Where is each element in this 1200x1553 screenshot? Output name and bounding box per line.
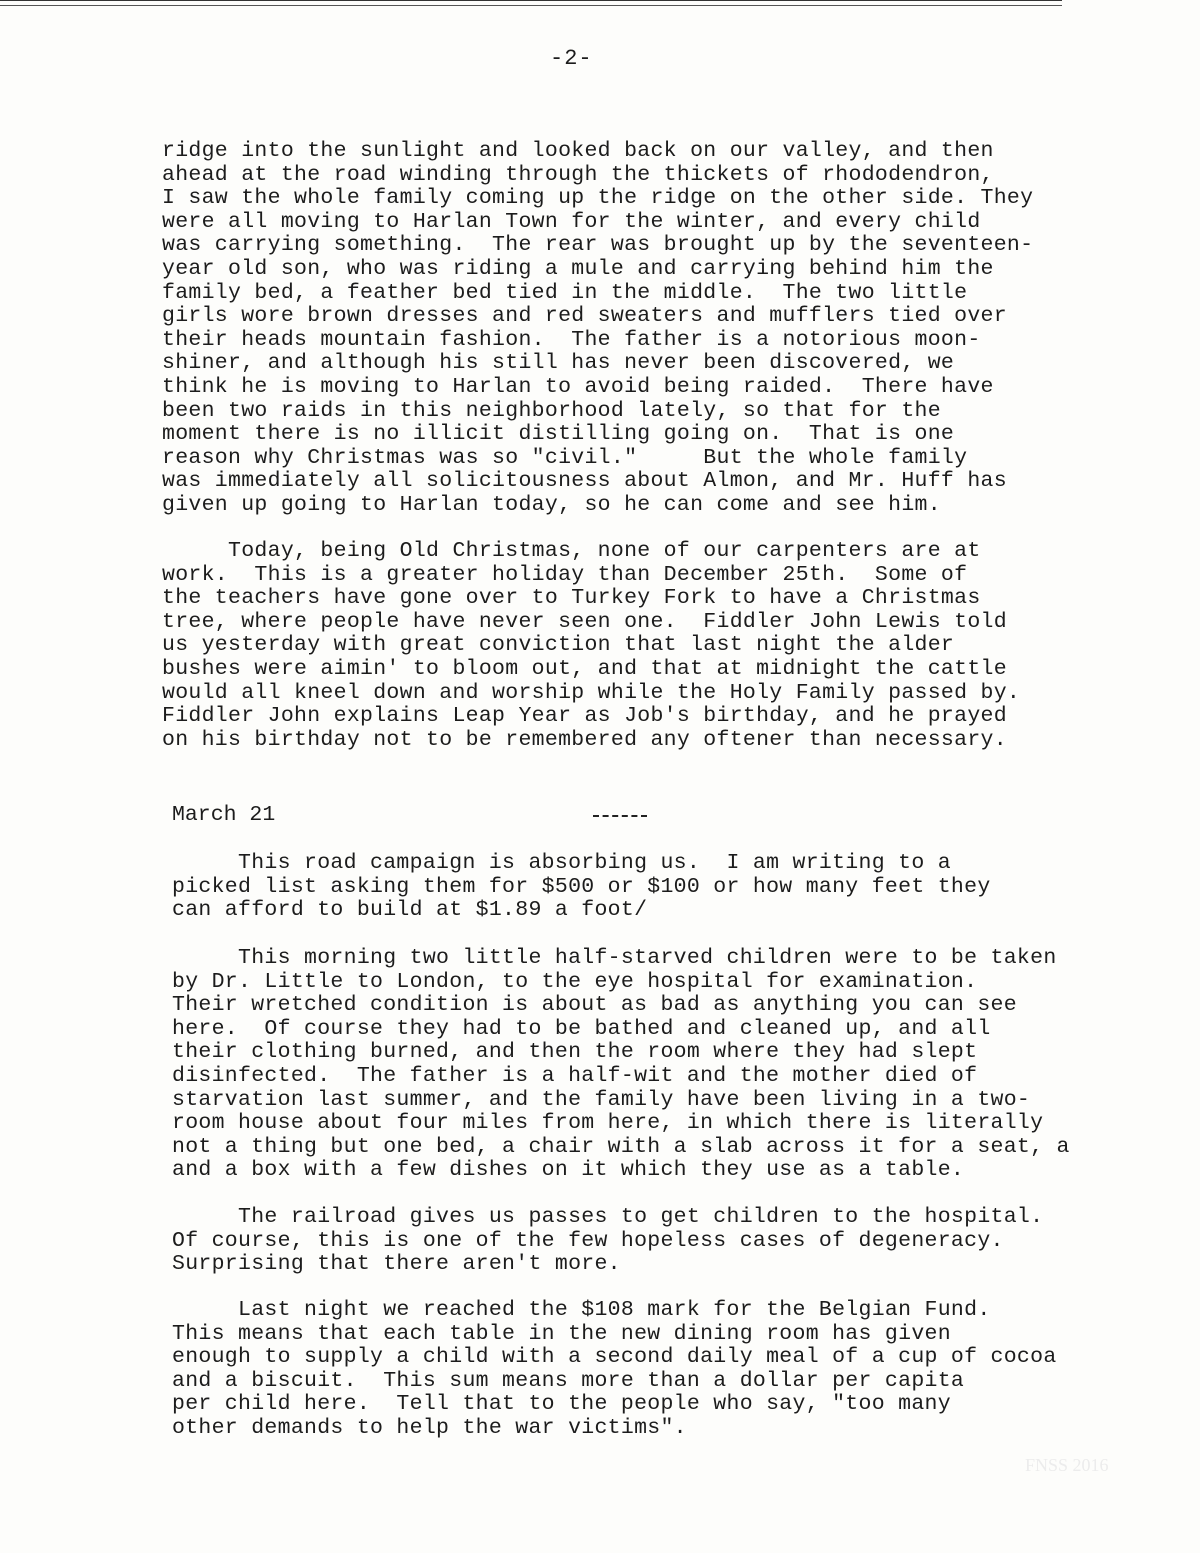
- paragraph-belgian-fund: Last night we reached the $108 mark for the Belgian Fund. This means that each table in the new dining room has given enough to supply a child with a second daily meal of a cup of cocoa and a biscuit. This sum means more than a dollar per capita per child here. Tell that to the people who say, "too many other demands to help the war victims".: [172, 1298, 1057, 1440]
- watermark: FNSS 2016: [1025, 1455, 1109, 1475]
- paragraph-ridge: ridge into the sunlight and looked back on our valley, and then ahead at the road winding through the thickets of rhododendron, I saw the whole family coming up the ridge on the other side. They were all moving to Harlan Town for the winter, and every child was carrying something. The rear was brought up by the seventeen- year old son, who was riding a mule and carrying behind him the family bed, a feather bed tied in the middle. The two little girls wore brown dresses and red sweaters and mufflers tied over their heads mountain fashion. The father is a notorious moon- shiner, and although his still has never been discovered, we think he is moving to Harlan to avoid being raided. There have been two raids in this neighborhood lately, so that for the moment there is no illicit distilling going on. That is one reason why Christmas was so "civil." But the whole family was immediately all solicitousness about Almon, and Mr. Huff has given up going to Harlan today, so he can come and see him.: [162, 139, 1034, 517]
- date-heading: March 21: [172, 803, 276, 827]
- top-rule: [0, 0, 1062, 6]
- paragraph-old-christmas: Today, being Old Christmas, none of our carpenters are at work. This is a greater holiday than December 25th. Some of the teachers have gone over to Turkey Fork to have a Christmas tree, where people have never seen one. Fiddler John Lewis told us yesterday with great conviction that last night the alder bushes were aimin' to bloom out, and that at midnight the cattle would all kneel down and worship while the Holy Family passed by. Fiddler John explains Leap Year as Job's birthday, and he prayed on his birthday not to be remembered any oftener than necessary.: [162, 539, 1021, 752]
- paragraph-children: This morning two little half-starved children were to be taken by Dr. Little to London, to the eye hospital for examination. Their wretched condition is about as bad as anything you can see here. Of course they had to be bathed and cleaned up, and all their clothing burned, and then the room where they had slept disinfected. The father is a half-wit and the mother died of starvation last summer, and the family have been living in a two- room house about four miles from here, in which there is literally not a thing but one bed, a chair with a slab across it for a seat, a and a box with a few dishes on it which they use as a table.: [172, 946, 1070, 1183]
- page-number: -2-: [550, 46, 593, 71]
- paragraph-road-campaign: This road campaign is absorbing us. I am writing to a picked list asking them for $500 or $100 or how many feet they can afford to build at $1.89 a foot/: [172, 851, 991, 923]
- section-separator: [593, 815, 647, 817]
- paragraph-railroad: The railroad gives us passes to get children to the hospital. Of course, this is one of the few hopeless cases of degeneracy. Surprising that there aren't more.: [172, 1205, 1044, 1277]
